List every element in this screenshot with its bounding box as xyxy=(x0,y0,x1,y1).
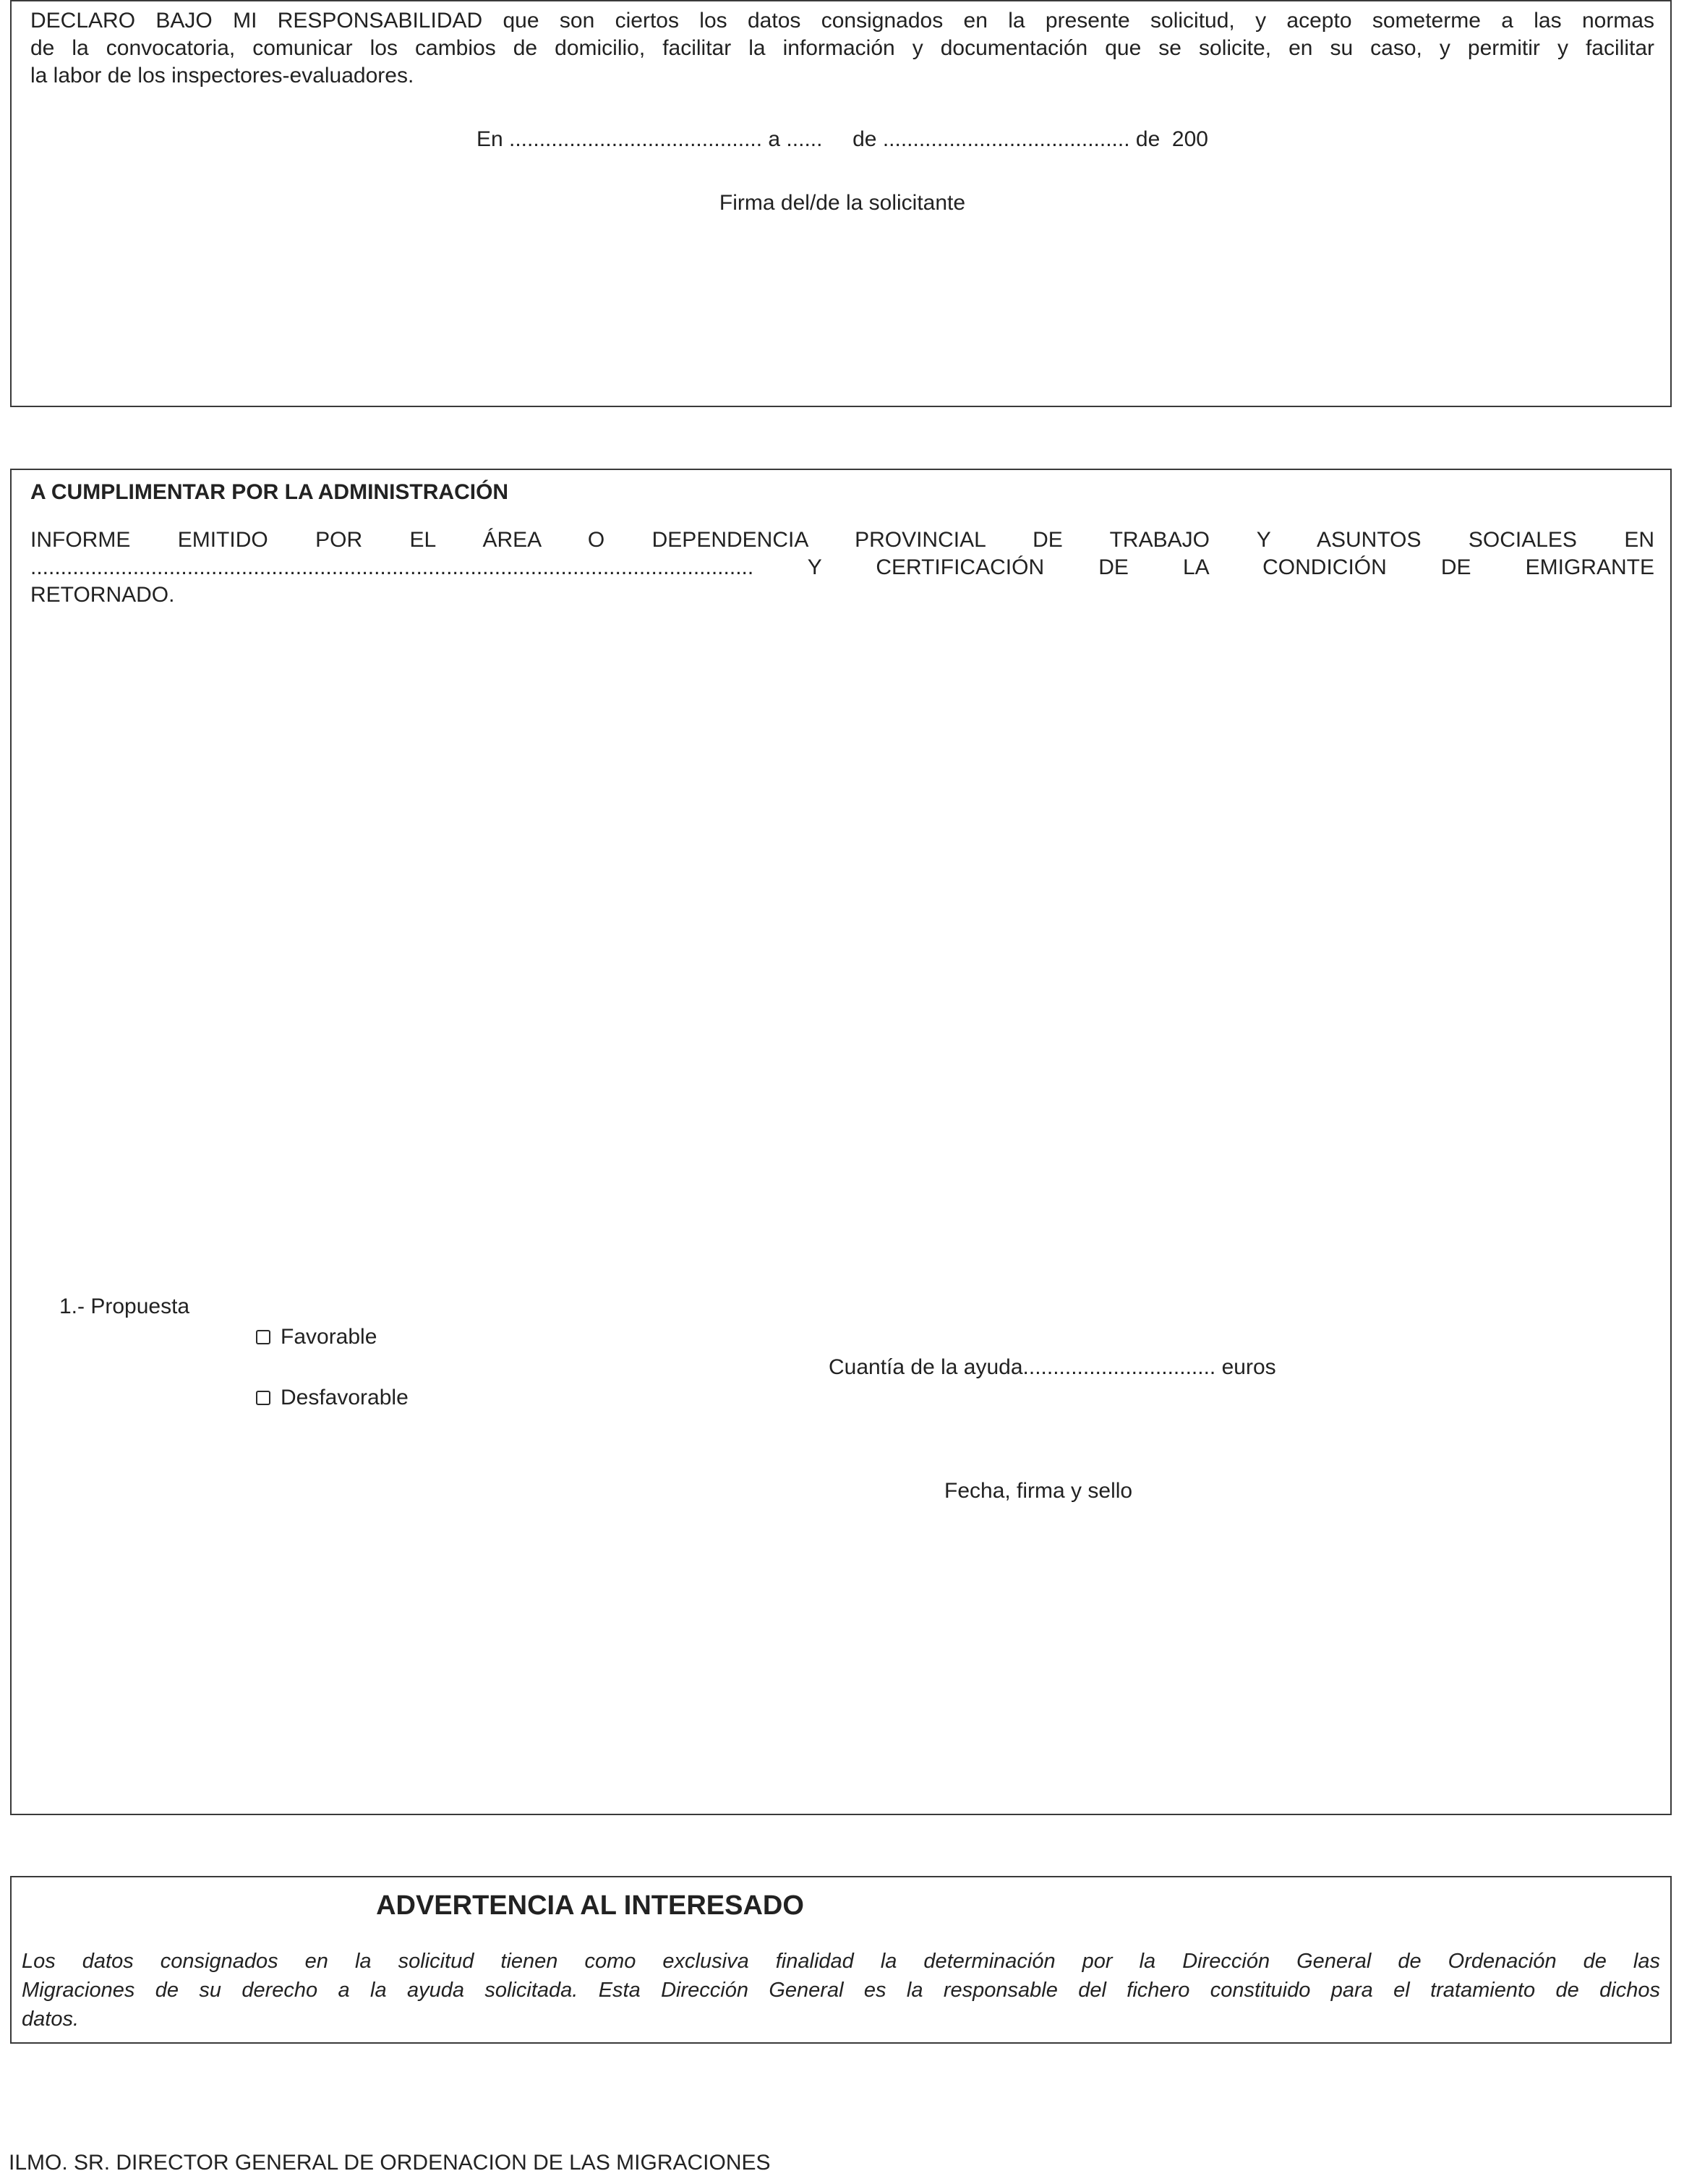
warning-text xyxy=(22,1947,1660,2034)
administration-box xyxy=(10,469,1672,1815)
declaration-box xyxy=(10,0,1672,407)
declaration-text xyxy=(30,7,1654,90)
unfavorable-checkbox[interactable] xyxy=(256,1391,270,1405)
unfavorable-option[interactable] xyxy=(256,1384,409,1412)
declaration-line: la labor de los inspectores-evaluadores. xyxy=(30,64,414,88)
date-signature-stamp-label: Fecha, firma y sello xyxy=(944,1479,1133,1503)
warning-line: Migraciones de su derecho a la ayuda solicitada. Esta Dirección General es la responsable del fichero constituido para el tratamiento de dichos xyxy=(22,1979,1660,2002)
report-line: RETORNADO. xyxy=(30,583,175,607)
warning-line: datos. xyxy=(22,2008,79,2031)
favorable-checkbox[interactable] xyxy=(256,1330,270,1344)
report-text xyxy=(30,526,1654,609)
report-line: ........................................................................................................................ Y CERTIFICACIÓN DE LA CONDICIÓN DE EMIGRANTE xyxy=(30,555,1654,579)
declaration-line: DECLARO BAJO MI RESPONSABILIDAD que son ciertos los datos consignados en la presente solicitud, y acepto someterme a las normas xyxy=(30,9,1654,33)
favorable-label: Favorable xyxy=(281,1325,377,1349)
unfavorable-label: Desfavorable xyxy=(281,1386,409,1409)
warning-box xyxy=(10,1876,1672,2044)
place-date-field[interactable]: En .......................................... a ...... de ......................................... de 200 xyxy=(476,127,1208,151)
declaration-line: de la convocatoria, comunicar los cambios de domicilio, facilitar la información y documentación que se solicite, en su caso, y permitir y facilitar xyxy=(30,36,1654,60)
aid-amount-field[interactable]: Cuantía de la ayuda................................ euros xyxy=(829,1355,1276,1379)
applicant-signature-label: Firma del/de la solicitante xyxy=(719,191,966,215)
proposal-label: 1.- Propuesta xyxy=(59,1294,190,1318)
report-line: INFORME EMITIDO POR EL ÁREA O DEPENDENCIA PROVINCIAL DE TRABAJO Y ASUNTOS SOCIALES EN xyxy=(30,528,1654,552)
administration-title: A CUMPLIMENTAR POR LA ADMINISTRACIÓN xyxy=(30,480,509,504)
addressee: ILMO. SR. DIRECTOR GENERAL DE ORDENACION DE LAS MIGRACIONES xyxy=(9,2151,771,2175)
warning-line: Los datos consignados en la solicitud tienen como exclusiva finalidad la determinación por la Dirección General de Ordenación de las xyxy=(22,1950,1660,1973)
warning-title: ADVERTENCIA AL INTERESADO xyxy=(376,1890,804,1921)
favorable-option[interactable] xyxy=(256,1323,377,1351)
